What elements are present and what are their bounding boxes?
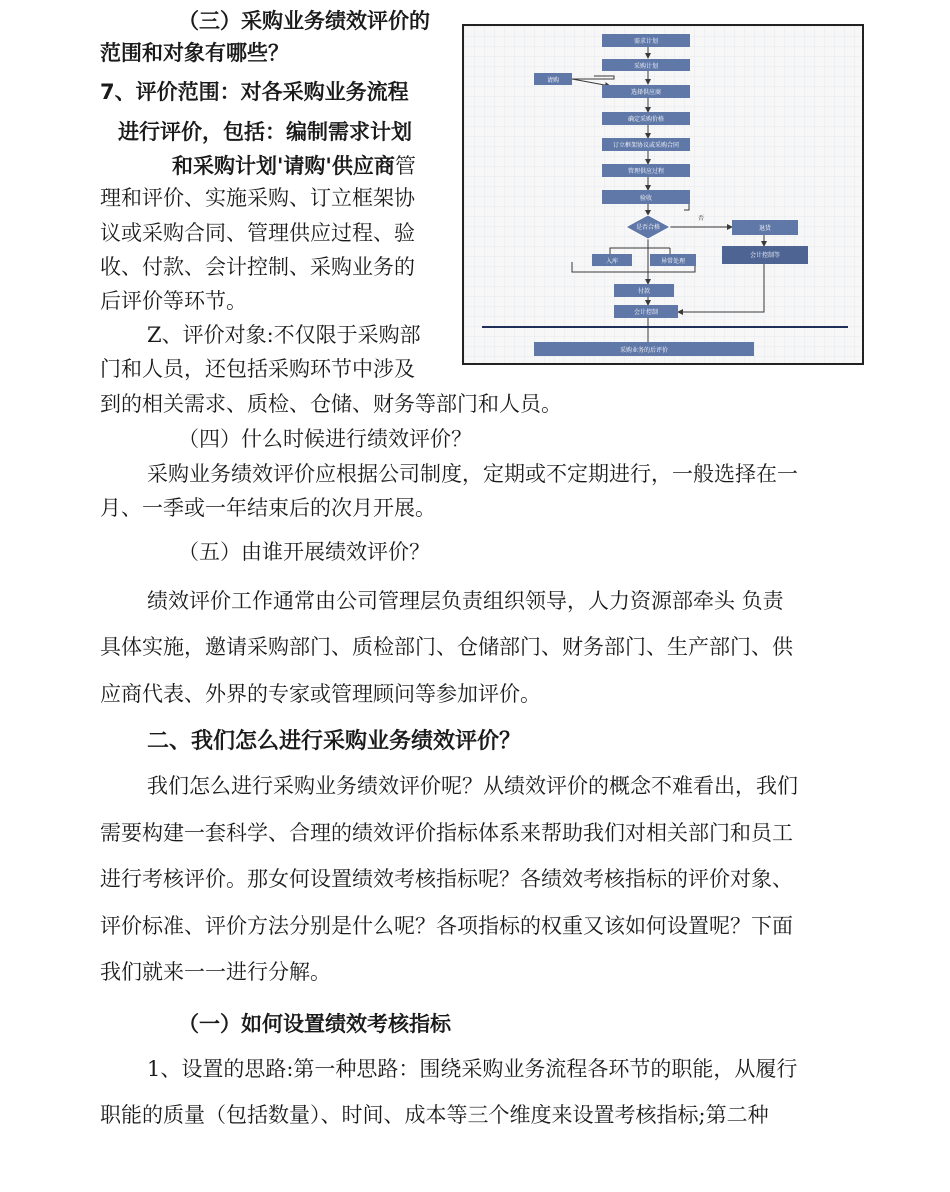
section-4-title: （四）什么时候进行绩效评价？ (178, 427, 472, 451)
box-acceptance-label: 验收 (639, 195, 653, 202)
section-5-body-1: 绩效评价工作通常由公司管理层负责组织领导，人力资源部牵头 负责 (147, 589, 784, 613)
subsection-1-body-2: 职能的质量（包括数量）、时间、成本等三个维度来设置考核指标;第二种 (100, 1103, 769, 1127)
object-line-3: 到的相关需求、质检、仓储、财务等部门和人员。 (100, 392, 562, 416)
box-requisition-label: 请购 (546, 77, 560, 84)
section-5-body-3: 应商代表、外界的专家或管理顾问等参加评价。 (100, 682, 541, 706)
section-2-body-2: 需要构建一套科学、合理的绩效评价指标体系来帮助我们对相关部门和员工 (100, 821, 793, 845)
box-purchase-plan-label: 采购计划 (633, 63, 659, 70)
box-sign-contract-label: 订立框架协议或采购合同 (612, 142, 680, 149)
scope-line-3 (172, 152, 416, 180)
box-abnormal-label: 异常处理 (660, 258, 686, 265)
scope-line-1: 7、评价范围：对各采购业务流程 (100, 80, 409, 104)
subsection-1-body-1: 1、设置的思路:第一种思路：围绕采购业务流程各环节的职能，从履行 (147, 1057, 798, 1081)
section-2-body-4: 评价标准、评价方法分别是什么呢？各项指标的权重又该如何设置呢？下面 (100, 914, 793, 938)
box-accounting-return-label: 会计控制等 (749, 252, 781, 259)
section-4-body-1: 采购业务绩效评价应根据公司制度，定期或不定期进行，一般选择在一 (147, 462, 798, 486)
subsection-1-title: （一）如何设置绩效考核指标 (178, 1012, 451, 1036)
object-line-2: 门和人员，还包括采购环节中涉及 (100, 357, 415, 381)
box-accounting-label: 会计控制 (633, 309, 659, 316)
section-2-body-1: 我们怎么进行采购业务绩效评价呢？从绩效评价的概念不难看出，我们 (147, 774, 798, 798)
section-3-title-line-2: 范围和对象有哪些？ (100, 41, 289, 65)
box-determine-price-label: 确定采购价格 (627, 116, 665, 123)
scope-line-6: 收、付款、会计控制、采购业务的 (100, 255, 415, 279)
scope-line-3-tail: 管 (394, 154, 416, 178)
section-5-body-2: 具体实施，邀请采购部门、质检部门、仓储部门、财务部门、生产部门、供 (100, 635, 793, 659)
box-post-eval-label: 采购业务的后评价 (619, 347, 669, 354)
box-return-label: 退货 (758, 225, 772, 232)
decision-qualified-label: 是否合格 (635, 224, 661, 231)
scope-line-2: 进行评价，包括：编制需求计划 (118, 120, 412, 144)
section-3-title-line-1: （三）采购业务绩效评价的 (178, 9, 430, 33)
box-payment-label: 付款 (637, 288, 651, 295)
procurement-flowchart (462, 24, 864, 365)
scope-line-3-bold: 和采购计划'请购'供应商 (172, 154, 395, 178)
box-demand-plan-label: 需求计划 (633, 38, 659, 45)
section-2-heading: 二、我们怎么进行采购业务绩效评价？ (147, 729, 522, 754)
scope-line-4: 理和评价、实施采购、订立框架协 (100, 186, 415, 210)
scope-line-7: 后评价等环节。 (100, 289, 247, 313)
section-5-title: （五）由谁开展绩效评价？ (178, 540, 430, 564)
object-line-1: Z、评价对象:不仅限于采购部 (147, 323, 421, 347)
scope-line-5: 议或采购合同、管理供应过程、验 (100, 221, 415, 245)
section-2-body-5: 我们就来一一进行分解。 (100, 960, 331, 984)
section-2-body-3: 进行考核评价。那女何设置绩效考核指标呢？各绩效考核指标的评价对象、 (100, 867, 793, 891)
box-select-supplier-label: 选择供应商 (630, 89, 662, 96)
box-manage-supply-label: 管理供应过程 (627, 168, 665, 175)
flowchart-svg (464, 26, 862, 363)
section-4-body-2: 月、一季或一年结束后的次月开展。 (100, 496, 436, 520)
branch-no-label: 否 (698, 215, 705, 222)
box-storage-label: 入库 (605, 258, 619, 265)
